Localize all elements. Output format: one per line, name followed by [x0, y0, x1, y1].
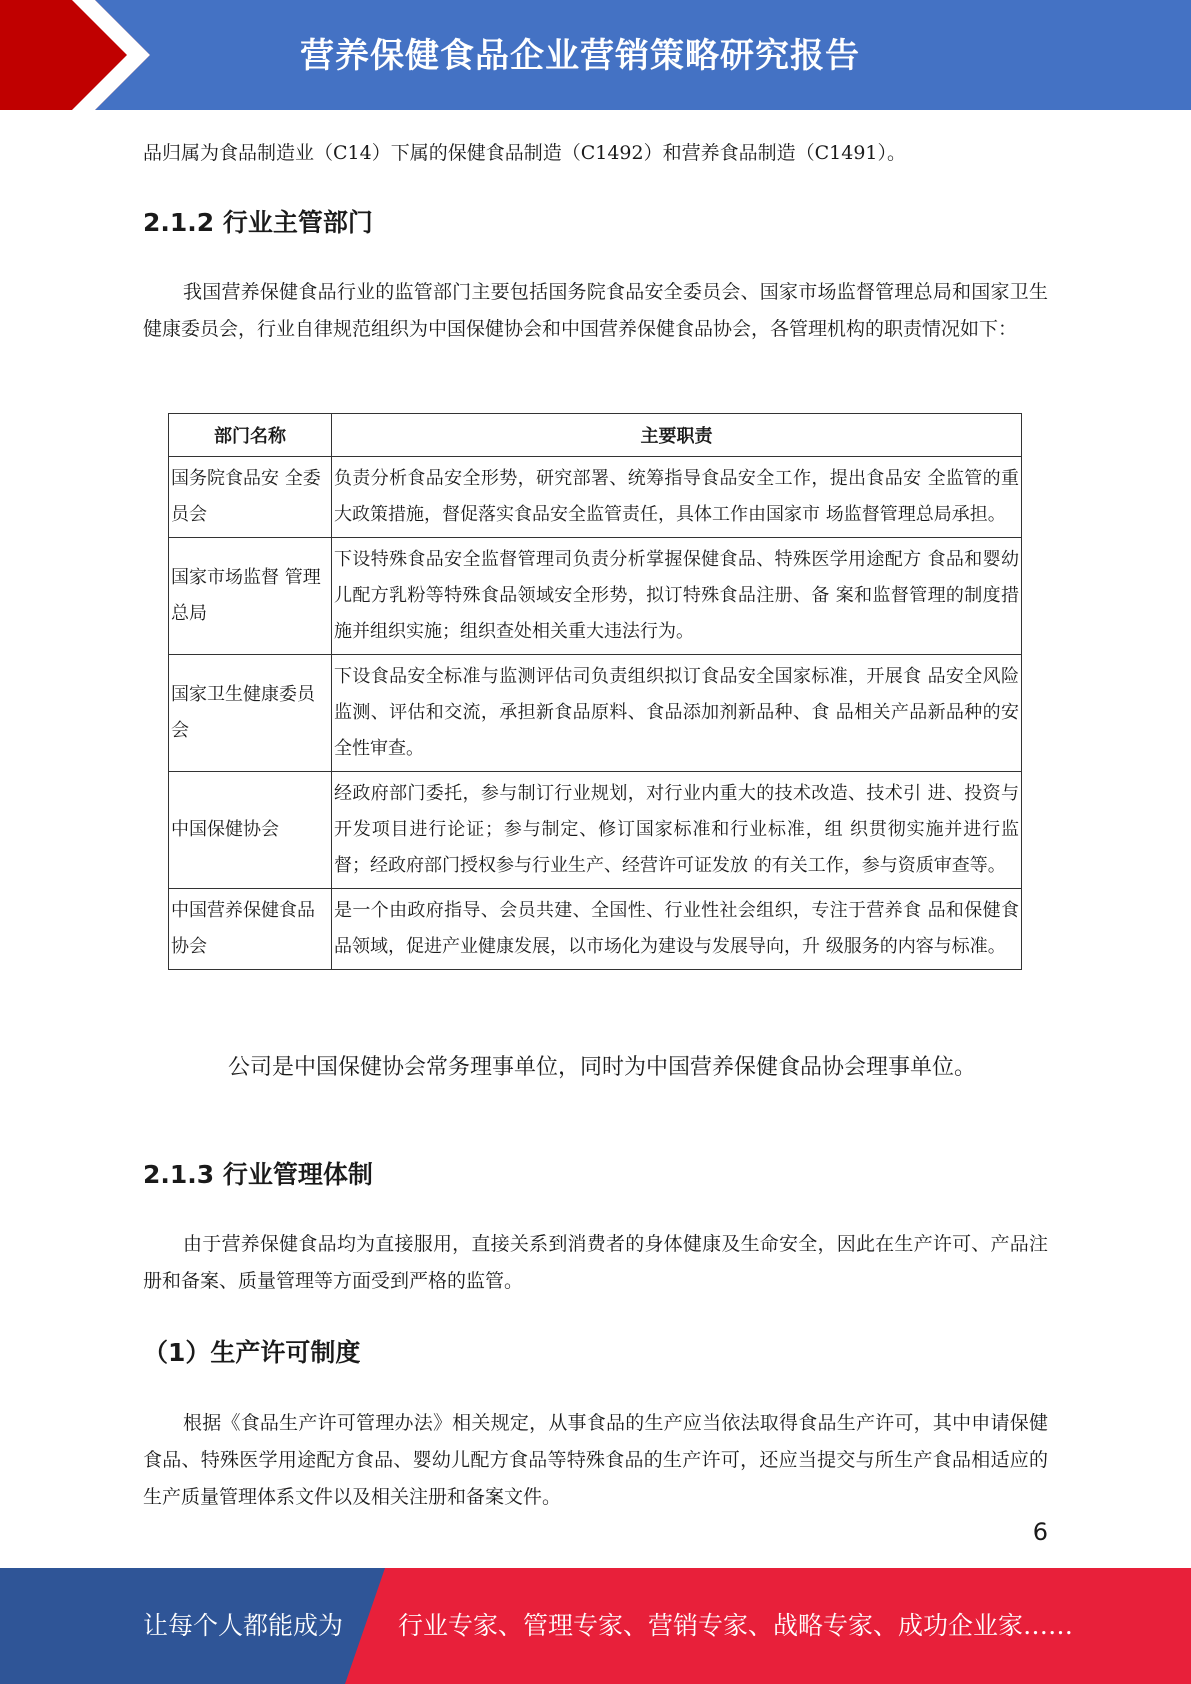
department-duty-table [168, 413, 1022, 970]
table-cell-dept: 国家卫生健康委员会 [169, 655, 332, 772]
table-cell-dept: 中国保健协会 [169, 772, 332, 889]
table-cell-dept: 国家市场监督 管理总局 [169, 538, 332, 655]
table-cell-duty: 是一个由政府指导、会员共建、全国性、行业性社会组织，专注于营养食 品和保健食品领域，促进产业健康发展，以市场化为建设与发展导向，升 级服务的内容与标准。 [332, 889, 1022, 970]
section-2-1-2-paragraph: 我国营养保健食品行业的监管部门主要包括国务院食品安全委员会、国家市场监督管理总局和国家卫生健康委员会，行业自律规范组织为中国保健协会和中国营养保健食品协会，各管理机构的职责情况如下： [143, 281, 1048, 340]
table-cell-duty: 下设食品安全标准与监测评估司负责组织拟订食品安全国家标准，开展食 品安全风险监测、评估和交流，承担新食品原料、食品添加剂新品种、食 品相关产品新品种的安全性审查。 [332, 655, 1022, 772]
section-heading-2-1-3: 2.1.3 行业管理体制 [143, 1160, 373, 1189]
table-row [169, 457, 1022, 538]
subsection-production-license-paragraph: 根据《食品生产许可管理办法》相关规定，从事食品的生产应当依法取得食品生产许可，其中申请保健食品、特殊医学用途配方食品、婴幼儿配方食品等特殊食品的生产许可，还应当提交与所生产食品相适应的生产质量管理体系文件以及相关注册和备案文件。 [143, 1412, 1048, 1508]
section-2-1-3-paragraph: 由于营养保健食品均为直接服用，直接关系到消费者的身体健康及生命安全，因此在生产许可、产品注册和备案、质量管理等方面受到严格的监管。 [143, 1233, 1048, 1292]
header-banner [0, 0, 1191, 110]
table-header-dept: 部门名称 [169, 414, 332, 457]
subsection-heading-production-license: （1）生产许可制度 [143, 1338, 361, 1367]
table-row [169, 772, 1022, 889]
table-row [169, 538, 1022, 655]
section-heading-2-1-2: 2.1.2 行业主管部门 [143, 208, 373, 237]
table-row [169, 889, 1022, 970]
report-title: 营养保健食品企业营销策略研究报告 [300, 36, 860, 76]
table-row [169, 655, 1022, 772]
membership-note: 公司是中国保健协会常务理事单位，同时为中国营养保健食品协会理事单位。 [228, 1055, 977, 1080]
footer-slogan-right: 行业专家、管理专家、营销专家、战略专家、成功企业家…… [398, 1611, 1074, 1640]
intro-paragraph: 品归属为食品制造业（C14）下属的保健食品制造（C1492）和营养食品制造（C1491）。 [143, 142, 906, 164]
table-header-row [169, 414, 1022, 457]
table-cell-dept: 中国营养保健食品协会 [169, 889, 332, 970]
table-cell-duty: 经政府部门委托，参与制订行业规划，对行业内重大的技术改造、技术引 进、投资与开发项目进行论证；参与制定、修订国家标准和行业标准，组 织贯彻实施并进行监督；经政府部门授权参与行业生产、经营许可证发放 的有关工作，参与资质审查等。 [332, 772, 1022, 889]
table-header-duty: 主要职责 [332, 414, 1022, 457]
table-cell-duty: 负责分析食品安全形势，研究部署、统筹指导食品安全工作，提出食品安 全监管的重大政策措施，督促落实食品安全监管责任，具体工作由国家市 场监督管理总局承担。 [332, 457, 1022, 538]
table-cell-duty: 下设特殊食品安全监督管理司负责分析掌握保健食品、特殊医学用途配方 食品和婴幼儿配方乳粉等特殊食品领域安全形势，拟订特殊食品注册、备 案和监督管理的制度措施并组织实施；组织查处相关重大违法行为。 [332, 538, 1022, 655]
page-number: 6 [1032, 1518, 1048, 1546]
footer-banner [0, 1568, 1191, 1684]
table-cell-dept: 国务院食品安 全委员会 [169, 457, 332, 538]
footer-slogan-left: 让每个人都能成为 [143, 1611, 344, 1640]
